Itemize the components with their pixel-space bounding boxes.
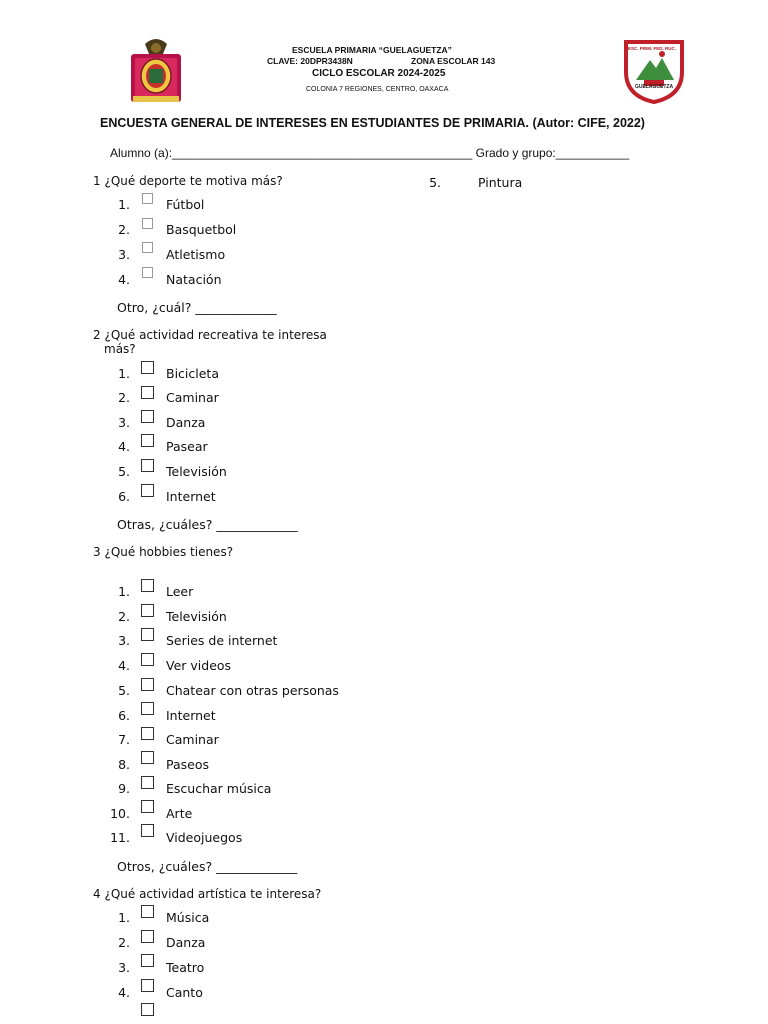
option-label: Bicicleta (166, 366, 219, 381)
option-label: Teatro (166, 960, 205, 975)
question-4: 4 ¿Qué actividad artística te interesa? (93, 887, 322, 901)
option-number: 3. (118, 415, 130, 430)
option-number: 1. (118, 197, 130, 212)
survey-title: ENCUESTA GENERAL DE INTERESES EN ESTUDIANTES DE PRIMARIA. (Autor: CIFE, 2022) (100, 116, 645, 130)
option-number: 5. (429, 175, 441, 190)
checkbox[interactable] (141, 459, 154, 472)
checkbox[interactable] (141, 410, 154, 423)
checkbox[interactable] (141, 800, 154, 813)
option-number: 3. (118, 960, 130, 975)
checkbox[interactable] (141, 484, 154, 497)
option-label: Arte (166, 806, 193, 821)
question-2-continued: más? (104, 342, 136, 356)
option-label: Música (166, 910, 210, 925)
checkbox[interactable] (141, 628, 154, 641)
checkbox[interactable] (141, 751, 154, 764)
option-number: 4. (118, 658, 130, 673)
option-label: Paseos (166, 757, 209, 772)
school-name: ESCUELA PRIMARIA “GUELAGUETZA” (292, 45, 452, 55)
state-coat-of-arms-logo (127, 36, 185, 106)
option-label: Basquetbol (166, 222, 237, 237)
option-label: Internet (166, 708, 216, 723)
option-number: 8. (118, 757, 130, 772)
checkbox[interactable] (141, 930, 154, 943)
option-number: 2. (118, 390, 130, 405)
option-number: 1. (118, 366, 130, 381)
school-address: COLONIA 7 REGIONES, CENTRO, OAXACA (306, 86, 449, 93)
option-number: 5. (118, 464, 130, 479)
other-field[interactable]: Otros, ¿cuáles? _____________ (117, 859, 298, 874)
option-label: Natación (166, 272, 222, 287)
checkbox[interactable] (141, 1003, 154, 1016)
checkbox[interactable] (141, 361, 154, 374)
option-label: Fútbol (166, 197, 205, 212)
option-number: 2. (118, 222, 130, 237)
emblem-bottom-text: GUELAGUETZA (635, 84, 674, 90)
checkbox[interactable] (141, 434, 154, 447)
option-number: 6. (118, 708, 130, 723)
option-number: 5. (118, 683, 130, 698)
school-cycle: CICLO ESCOLAR 2024-2025 (312, 68, 446, 79)
option-label: Chatear con otras personas (166, 683, 339, 698)
option-number: 10. (110, 806, 130, 821)
option-number: 1. (118, 910, 130, 925)
checkbox[interactable] (142, 267, 153, 278)
question-2: 2 ¿Qué actividad recreativa te interesa (93, 328, 327, 342)
option-label: Caminar (166, 732, 219, 747)
option-number: 3. (118, 633, 130, 648)
option-label: Danza (166, 415, 206, 430)
option-label: Pintura (478, 175, 523, 190)
other-field[interactable]: Otras, ¿cuáles? _____________ (117, 517, 298, 532)
option-label: Danza (166, 935, 206, 950)
option-number: 11. (110, 830, 130, 845)
option-number: 2. (118, 935, 130, 950)
option-number: 1. (118, 584, 130, 599)
option-label: Canto (166, 985, 203, 1000)
option-number: 4. (118, 272, 130, 287)
checkbox[interactable] (141, 653, 154, 666)
checkbox[interactable] (141, 979, 154, 992)
checkbox[interactable] (141, 905, 154, 918)
option-number: 4. (118, 439, 130, 454)
option-label: Escuchar música (166, 781, 272, 796)
school-key: CLAVE: 20DPR3438N (267, 56, 353, 66)
question-3: 3 ¿Qué hobbies tienes? (93, 545, 234, 559)
option-label: Televisión (166, 464, 227, 479)
option-number: 2. (118, 609, 130, 624)
option-label: Televisión (166, 609, 227, 624)
question-1: 1 ¿Qué deporte te motiva más? (93, 174, 283, 188)
school-zone: ZONA ESCOLAR 143 (411, 56, 496, 66)
checkbox[interactable] (141, 954, 154, 967)
other-field[interactable]: Otro, ¿cuál? _____________ (117, 300, 277, 315)
checkbox[interactable] (142, 193, 153, 204)
checkbox[interactable] (141, 604, 154, 617)
checkbox[interactable] (141, 579, 154, 592)
option-label: Pasear (166, 439, 208, 454)
checkbox[interactable] (141, 824, 154, 837)
option-label: Caminar (166, 390, 219, 405)
student-grade-line[interactable]: Alumno (a):_____________________________________________ Grado y grupo:___________ (110, 146, 630, 160)
checkbox[interactable] (141, 727, 154, 740)
option-number: 4. (118, 985, 130, 1000)
emblem-top-text: ESC. PRIM. FED. RUC. (628, 46, 677, 51)
option-number: 6. (118, 489, 130, 504)
checkbox[interactable] (142, 218, 153, 229)
option-number: 3. (118, 247, 130, 262)
option-label: Series de internet (166, 633, 278, 648)
checkbox[interactable] (141, 678, 154, 691)
option-number: 9. (118, 781, 130, 796)
checkbox[interactable] (141, 702, 154, 715)
option-label: Leer (166, 584, 194, 599)
checkbox[interactable] (141, 386, 154, 399)
option-number: 7. (118, 732, 130, 747)
checkbox[interactable] (141, 776, 154, 789)
option-label: Ver videos (166, 658, 232, 673)
option-label: Videojuegos (166, 830, 243, 845)
checkbox[interactable] (142, 242, 153, 253)
option-label: Atletismo (166, 247, 226, 262)
option-label: Internet (166, 489, 216, 504)
